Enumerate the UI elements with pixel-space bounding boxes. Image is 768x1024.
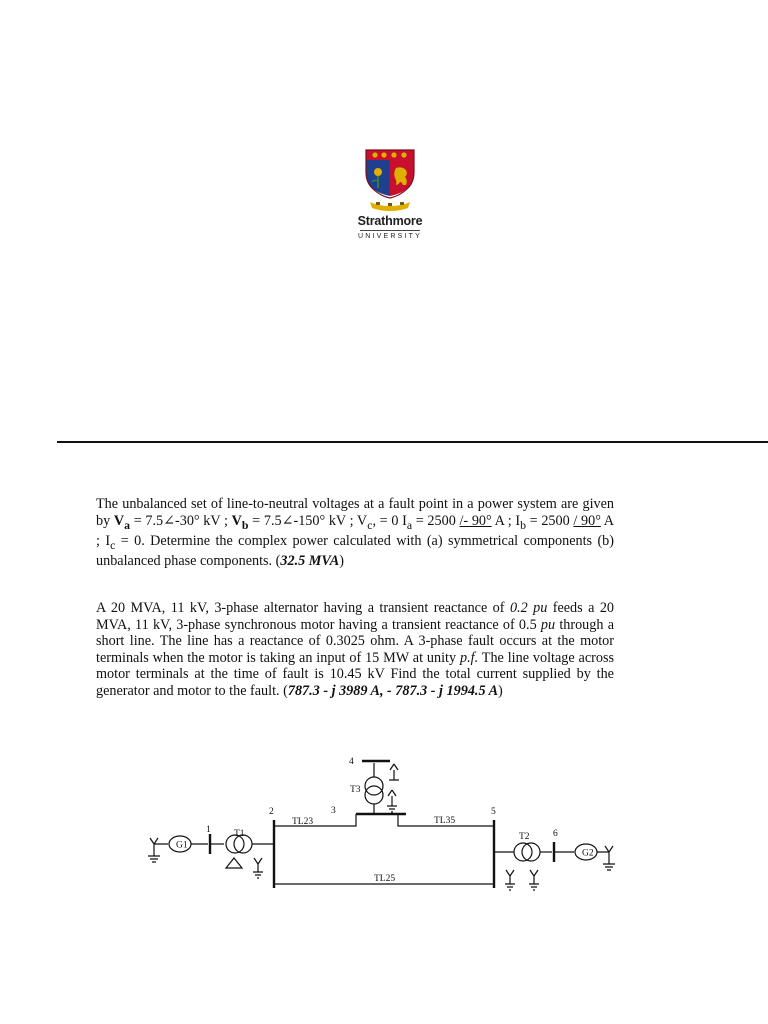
label-tl35: TL35	[434, 816, 456, 826]
label-bus-6: 6	[553, 829, 558, 839]
header-divider	[57, 441, 768, 443]
label-g2: G2	[582, 848, 594, 859]
label-t2: T2	[519, 832, 530, 842]
transformer-t3-symbol	[365, 763, 399, 814]
label-bus-5: 5	[491, 807, 496, 817]
brand-subtitle: UNIVERSITY	[357, 233, 422, 240]
question-2-answer: 787.3 - j 3989 A, - 787.3 - j 1994.5 A	[287, 682, 499, 699]
brand-divider	[360, 230, 420, 231]
label-tl25: TL25	[374, 874, 396, 884]
label-bus-1: 1	[206, 825, 211, 835]
line-tl23	[274, 814, 356, 826]
university-logo	[340, 148, 440, 240]
question-1	[96, 496, 614, 570]
question-1-text: The unbalanced set of line-to-neutral voltages at a fault point in a power system are given by $V_a$ = 7.5∠-30° kV ; $V_b$ = 7.5∠-150° kV ; $V_c$, = 0 $I_a = 2500 /- 90^\circ$ A ; $I_b = 2500 / 90^\circ$ A ; $I_c = 0$. Determine the complex power calculated with (a) symmetrical components (b) unbalanced phase components. (32.5 MVA)	[96, 496, 615, 570]
label-t1: T1	[234, 829, 245, 839]
power-system-diagram	[140, 748, 630, 908]
label-g1: G1	[176, 840, 188, 851]
question-2	[96, 600, 614, 699]
label-t3: T3	[350, 785, 361, 795]
brand-name: Strathmore	[357, 214, 423, 228]
crest-icon	[364, 148, 416, 212]
question-2-text: A 20 MVA, 11 kV, 3-phase alternator having a transient reactance of 0.2 pu feeds a 20 MVA, 11 kV, 3-phase synchronous motor having a transient reactance of 0.5 pu through a short line. The line has a reactance of 0.3025 ohm. A 3-phase fault occurs at the motor terminals when the motor is taking an input of 15 MW at unity p.f. The line voltage across motor terminals at the time of fault is 10.45 kV Find the total current supplied by the generator and motor to the fault. (787.3 - j 3989 A, - 787.3 - j 1994.5 A)	[96, 600, 615, 699]
label-bus-3: 3	[331, 806, 336, 816]
transformer-t2-symbol	[494, 843, 552, 890]
label-tl23: TL23	[292, 817, 314, 827]
label-bus-2: 2	[269, 807, 274, 817]
transformer-t1-symbol	[210, 835, 274, 878]
label-bus-4: 4	[349, 757, 354, 767]
question-1-answer: 32.5 MVA	[280, 553, 340, 570]
